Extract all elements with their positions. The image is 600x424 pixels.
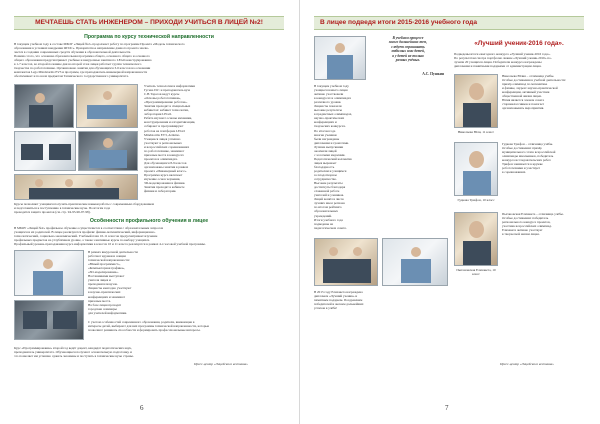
text-line: На базе лицея проходят bbox=[88, 302, 122, 307]
text-line: В 2015 году Елизавета награждена bbox=[314, 290, 363, 294]
text-line: Гусева И.Г. и преподаватель вуза bbox=[144, 88, 191, 93]
nominee2-caption: Гудкова Трифон, 10 класс bbox=[457, 198, 495, 202]
text-line: активно участвовали bbox=[314, 92, 344, 97]
text-line: творческих конкурсах. bbox=[314, 124, 346, 129]
text-line: победителей и желаем дальнейших bbox=[314, 302, 364, 307]
right-left-column-continued bbox=[314, 290, 448, 350]
text-line: комплектов Lego Mindstorms EV3 и программ, где преподаватель инженерной направленности bbox=[14, 70, 148, 75]
text-line: преподаватели вузов. bbox=[88, 282, 118, 287]
text-line: в творческой жизни лицея. bbox=[502, 232, 540, 237]
text-line: Курс «Программирование» второй год ведёт доцент, кандидат педагогических наук, bbox=[14, 346, 132, 350]
text-line: Подведены итоги ежегодного конкурса «Лучший ученик-2016 года». bbox=[454, 52, 551, 56]
text-line: в предметных олимпиадах, bbox=[314, 112, 353, 117]
page-number-right: 7 bbox=[445, 404, 449, 412]
nominee1-portrait bbox=[454, 74, 498, 128]
text-line: сотрудничество. bbox=[314, 177, 337, 182]
text-line: с золотыми медалями. bbox=[314, 152, 346, 157]
text-line: Наставниками выступают bbox=[88, 274, 125, 279]
best-student-intro bbox=[454, 52, 584, 69]
text-line: образовательных bbox=[314, 209, 338, 214]
text-line: регионального конкурса проектов, bbox=[502, 220, 551, 225]
text-line: Учитель технологии и информатики bbox=[144, 84, 196, 88]
text-line: «Программирование роботов». bbox=[144, 100, 188, 105]
text-line: в научно-практических bbox=[88, 290, 121, 295]
text-line: физики и лаборатории. bbox=[144, 189, 177, 194]
text-line: Курсы позволяют учащимся получить практические навыки работы с современным оборудованием bbox=[14, 202, 154, 206]
text-line: педагогическом совете. bbox=[314, 225, 347, 230]
text-line: лицея выражает bbox=[314, 160, 337, 165]
profile-lesson-photo bbox=[14, 250, 84, 296]
text-line: призовые места. bbox=[88, 298, 112, 303]
section1-column-text bbox=[144, 84, 284, 194]
text-line: по робототехнике, занимают bbox=[144, 148, 185, 153]
text-line: «3D-моделирование». bbox=[88, 270, 119, 275]
right-signature: Пресс-центр «Лицейского вестника» bbox=[500, 362, 555, 366]
text-line: собирают и программируют bbox=[144, 124, 184, 129]
text-line: призовые места в конкурсах bbox=[144, 152, 184, 157]
text-line: по итогам рейтинга bbox=[314, 205, 342, 210]
award-ceremony-photo bbox=[314, 238, 378, 286]
text-line: общего образования предусматривает учебные и внеурочные занятия по LEGO-конструированию bbox=[14, 58, 152, 63]
text-line: роботов на платформе LEGO bbox=[144, 128, 185, 133]
text-line: в конкурсах и олимпиадах bbox=[314, 96, 351, 101]
text-line: и физике, лауреат научно-практической bbox=[502, 86, 558, 91]
section1-ending bbox=[14, 202, 284, 215]
text-line: В рамках внеурочной деятельности bbox=[88, 250, 138, 254]
text-line: Лицеисты ежегодно участвуют bbox=[88, 286, 132, 291]
text-line: Особые достижения: победитель bbox=[502, 216, 549, 221]
text-line: Николаева Юлия – отличница учёбы. bbox=[502, 74, 555, 78]
text-line: Особые достижения в учебной деятельности: bbox=[502, 78, 566, 83]
section2-closing bbox=[14, 346, 284, 360]
text-line: старшеклассников и помогает bbox=[502, 102, 545, 107]
text-line: участник всероссийских олимпиад. bbox=[502, 224, 552, 229]
quote-line: много дальнейших тем, bbox=[388, 40, 428, 45]
students-computer-photo bbox=[14, 131, 76, 171]
text-line: работают кружки и секции bbox=[88, 254, 126, 259]
text-line: Трифон занимается в кружке bbox=[502, 162, 543, 167]
section2-title: Особенности профильного обучения в лицее bbox=[89, 218, 209, 224]
text-line: организовывать мероприятия. bbox=[502, 106, 545, 111]
quote-line: любимых ими детей, bbox=[391, 49, 425, 54]
teachers-photo bbox=[382, 238, 448, 286]
text-line: «Юный программист», bbox=[88, 262, 121, 267]
text-line: лучили 20 учащихся лицея. Победители конкурса награждены bbox=[454, 60, 542, 65]
text-line: успехов в учёбе! bbox=[314, 306, 338, 311]
text-line: дипломом «Лучший ученик» и bbox=[314, 294, 358, 299]
text-line: городские семинары bbox=[88, 306, 117, 311]
lego-robot-photo bbox=[76, 84, 138, 128]
text-line: Профильный уровень преподавания курса информатики в классах 10 и 11 класса реализуется в рамках 4-х часовой учебной программы. bbox=[14, 242, 206, 247]
text-line: Итоги учебного года bbox=[314, 217, 343, 222]
nominee1-caption: Николаева Юля, 11 класс bbox=[457, 130, 495, 134]
text-line: лаборатория LEGO. bbox=[144, 112, 172, 117]
quote-line: следует спрашивать bbox=[391, 44, 425, 49]
text-line: высокие результаты bbox=[314, 108, 342, 113]
text-line: обеспечивает и по всем предметам Технического государственного университета. bbox=[14, 74, 129, 79]
text-line: проводится защита проектов (см. стр. 94-95-96-97-98). bbox=[14, 210, 91, 215]
text-line: В текущем учебном году в составе МБОУ «Лицей №2» продолжает работу по программе Проекта «Модель технического bbox=[14, 42, 185, 46]
text-line: Высокие результаты bbox=[314, 181, 343, 186]
nominee2-text bbox=[502, 142, 584, 192]
text-line: Учащиеся лицея успешно bbox=[144, 136, 181, 141]
text-line: творчества по робототехнике. Организовано занятия для обучающихся 3-6 классов на основании bbox=[14, 66, 151, 71]
nominee3-portrait bbox=[454, 212, 498, 266]
nominee2-portrait bbox=[454, 142, 498, 196]
left-signature: Пресс-центр «Лицейского вестника» bbox=[194, 362, 249, 366]
section1-title: Программа по курсу технической направленности bbox=[84, 34, 214, 40]
text-line: учителя лицея и bbox=[88, 278, 111, 283]
text-line: учащихся и их родителей. В лицее реализуются профили: физико-математический, информационно- bbox=[14, 230, 156, 235]
text-line: и всероссийских соревнованиях bbox=[144, 144, 190, 149]
text-line: многие ученики bbox=[314, 132, 337, 137]
text-line: Лучшие выпускники bbox=[314, 144, 344, 149]
text-line: научно-практических bbox=[314, 116, 345, 121]
text-line: в соревнованиях. bbox=[502, 170, 527, 175]
text-line: Елизавета активно участвует bbox=[502, 228, 543, 233]
text-line: проектов и олимпиадах. bbox=[144, 156, 178, 161]
right-banner-title: В лицее подведя итоги 2015-2016 учебного года bbox=[314, 16, 584, 30]
text-line: для учителей информатики. bbox=[88, 310, 128, 315]
text-line: преподаватель университета. Обучающиеся получают основательную подготовку, и bbox=[14, 350, 132, 355]
text-line: лучших школ региона bbox=[314, 201, 345, 206]
quote-author-text: А.С. Пушкин bbox=[422, 72, 444, 76]
text-line: По итогам года bbox=[314, 128, 336, 133]
text-line: муниципального этапа всероссийской bbox=[502, 150, 556, 155]
right-left-column bbox=[314, 84, 448, 234]
text-line: проекта «Инженерный класс». bbox=[144, 168, 187, 173]
text-line: интересы детей, выбирают для них программы технической направленности, которые bbox=[88, 324, 210, 329]
nominee3-caption: Пыгановская Елизавета, 10 класс bbox=[456, 268, 496, 277]
text-line: Занятия проходят в специальных bbox=[144, 104, 191, 109]
text-line: дипломами и памятными подарками от администрации лицея. bbox=[454, 64, 542, 69]
text-line: учащиеся нашего лицея bbox=[314, 88, 348, 93]
text-line: профильных предметов на углублённом уровне, а также элективные курсы по выбору учащихся. bbox=[14, 238, 150, 243]
section2-column-text bbox=[88, 250, 284, 316]
text-line: организованы занятия в рамках bbox=[144, 164, 189, 169]
nominee3-text bbox=[502, 212, 584, 252]
text-line: конференциях и bbox=[314, 120, 337, 125]
text-line: конференциях и занимают bbox=[88, 294, 126, 299]
text-line: технической направленности: bbox=[88, 258, 130, 263]
text-line: Помимо этого, что основная образовательная программа общего, основного общего и основного bbox=[14, 54, 150, 59]
page-right bbox=[304, 4, 594, 418]
text-line: это позволяет им успешно сдавать экзамены и поступать в технические вузы страны. bbox=[14, 354, 134, 359]
text-line: благодарность bbox=[314, 164, 335, 169]
text-line: конференции, активный участник bbox=[502, 90, 550, 95]
engineering-class-photo bbox=[14, 174, 138, 200]
text-line: были награждены bbox=[314, 136, 340, 141]
computer-class-photo bbox=[14, 300, 84, 340]
quote-line: разных учёных. bbox=[395, 58, 421, 63]
text-line: призёр олимпиад по математике bbox=[502, 82, 548, 87]
text-line: Ребята изучают основы механики, bbox=[144, 116, 193, 121]
text-line: «Компьютерная графика», bbox=[88, 266, 126, 271]
text-line: Лицей вошёл в число bbox=[314, 197, 345, 202]
text-line: конструирования и алгоритмизации, bbox=[144, 120, 196, 125]
section2-ending bbox=[88, 320, 284, 341]
quote-author bbox=[368, 72, 448, 78]
best-student-title: «Лучший ученик-2016 года». bbox=[474, 40, 564, 47]
text-line: В МБОУ «Лицей №2» профильное обучение осуществляется в соответствии с образовательным запросом bbox=[14, 226, 164, 230]
text-line: различного уровня. bbox=[314, 100, 342, 105]
text-line: кабинетах: кабинет технологии, bbox=[144, 108, 189, 113]
text-line: Mindstorms EV3, Arduino. bbox=[144, 132, 181, 137]
page-spine bbox=[299, 0, 300, 424]
quote-line: а у детей не только bbox=[392, 53, 424, 58]
text-line: Особые достижения: призёр bbox=[502, 146, 542, 151]
text-line: родителям и учащимся bbox=[314, 168, 347, 173]
text-line: конкурса исследовательских работ. bbox=[502, 158, 552, 163]
text-line: чается в создании современных средств обучения в образовательной деятельности. bbox=[14, 50, 132, 55]
text-line: Педагогический коллектив bbox=[314, 156, 352, 161]
text-line: изучение основ черчения, bbox=[144, 177, 181, 182]
quote-line: В учебном процессе bbox=[392, 36, 424, 40]
text-line: подведены на bbox=[314, 221, 334, 226]
text-line: 3D-моделирования и физики. bbox=[144, 181, 186, 186]
text-line: технологический, социально-экономический. Учебный план 10-11 классов предусматривает изучение bbox=[14, 234, 158, 239]
text-line: образования в условиях внедрения ФГОС». Приоритетное направление данного проекта заклю- bbox=[14, 46, 150, 51]
text-line: Лицеисты показали bbox=[314, 104, 342, 109]
text-line: общественной жизни лицея. bbox=[502, 94, 542, 99]
text-line: участвуют в региональных bbox=[144, 140, 182, 145]
text-line: и подготовиться к поступлению в технические вузы. По итогам года bbox=[14, 206, 111, 211]
text-line: памятным подарком. Поздравляем bbox=[314, 298, 363, 303]
text-line: Для обучающихся 8-9 классов bbox=[144, 160, 187, 165]
text-line: за плодотворное bbox=[314, 173, 338, 178]
text-line: «Основы робототехники», bbox=[144, 96, 181, 101]
text-line: позволяют развивать способности и формировать профессиональные интересы. bbox=[88, 328, 201, 333]
lab-photo bbox=[78, 131, 138, 171]
page-number-left: 6 bbox=[140, 404, 144, 412]
section2-intro bbox=[14, 226, 284, 247]
text-line: окончили лицей bbox=[314, 148, 337, 153]
section1-intro bbox=[14, 42, 284, 80]
nominee1-text bbox=[502, 74, 584, 132]
text-line: дипломами и грамотами. bbox=[314, 140, 350, 145]
text-line: С учетом особенностей современного образования, родители, вникающие в bbox=[88, 320, 195, 324]
text-line: Пыгановская Елизавета – отличница учёбы. bbox=[502, 212, 564, 216]
text-line: В текущем учебном году bbox=[314, 84, 349, 88]
text-line: достигнуты благодаря bbox=[314, 185, 346, 190]
text-line: Программа курса включает bbox=[144, 173, 183, 178]
text-line: робототехники и участвует bbox=[502, 166, 541, 171]
left-banner-title: МЕЧТАЕШЬ СТАТЬ ИНЖЕНЕРОМ – ПРИХОДИ УЧИТЬСЯ В ЛИЦЕЙ №2! bbox=[14, 16, 284, 30]
text-line: С.Н.Тарасов ведут курсы bbox=[144, 92, 180, 97]
graduation-photo bbox=[314, 36, 366, 80]
text-line: олимпиады школьников, победитель bbox=[502, 154, 554, 159]
text-line: учителей и учеников. bbox=[314, 193, 345, 198]
text-line: Юлия является членом совета bbox=[502, 98, 545, 103]
text-line: слаженной работе bbox=[314, 189, 340, 194]
text-line: Гудкова Трифон – отличница учёбы. bbox=[502, 142, 554, 146]
page-left bbox=[4, 4, 294, 418]
epigraph-quote bbox=[368, 36, 448, 72]
robotics-class-photo bbox=[14, 84, 74, 128]
text-line: в 1-7 классах, во второй половине дня на второй этаж лицея работает группа технического bbox=[14, 62, 142, 67]
text-line: По результатам смотра портфолио звание «Лучший ученик-2016» по- bbox=[454, 56, 552, 61]
text-line: учреждений. bbox=[314, 213, 332, 218]
text-line: Занятия проходят в кабинете bbox=[144, 185, 185, 190]
